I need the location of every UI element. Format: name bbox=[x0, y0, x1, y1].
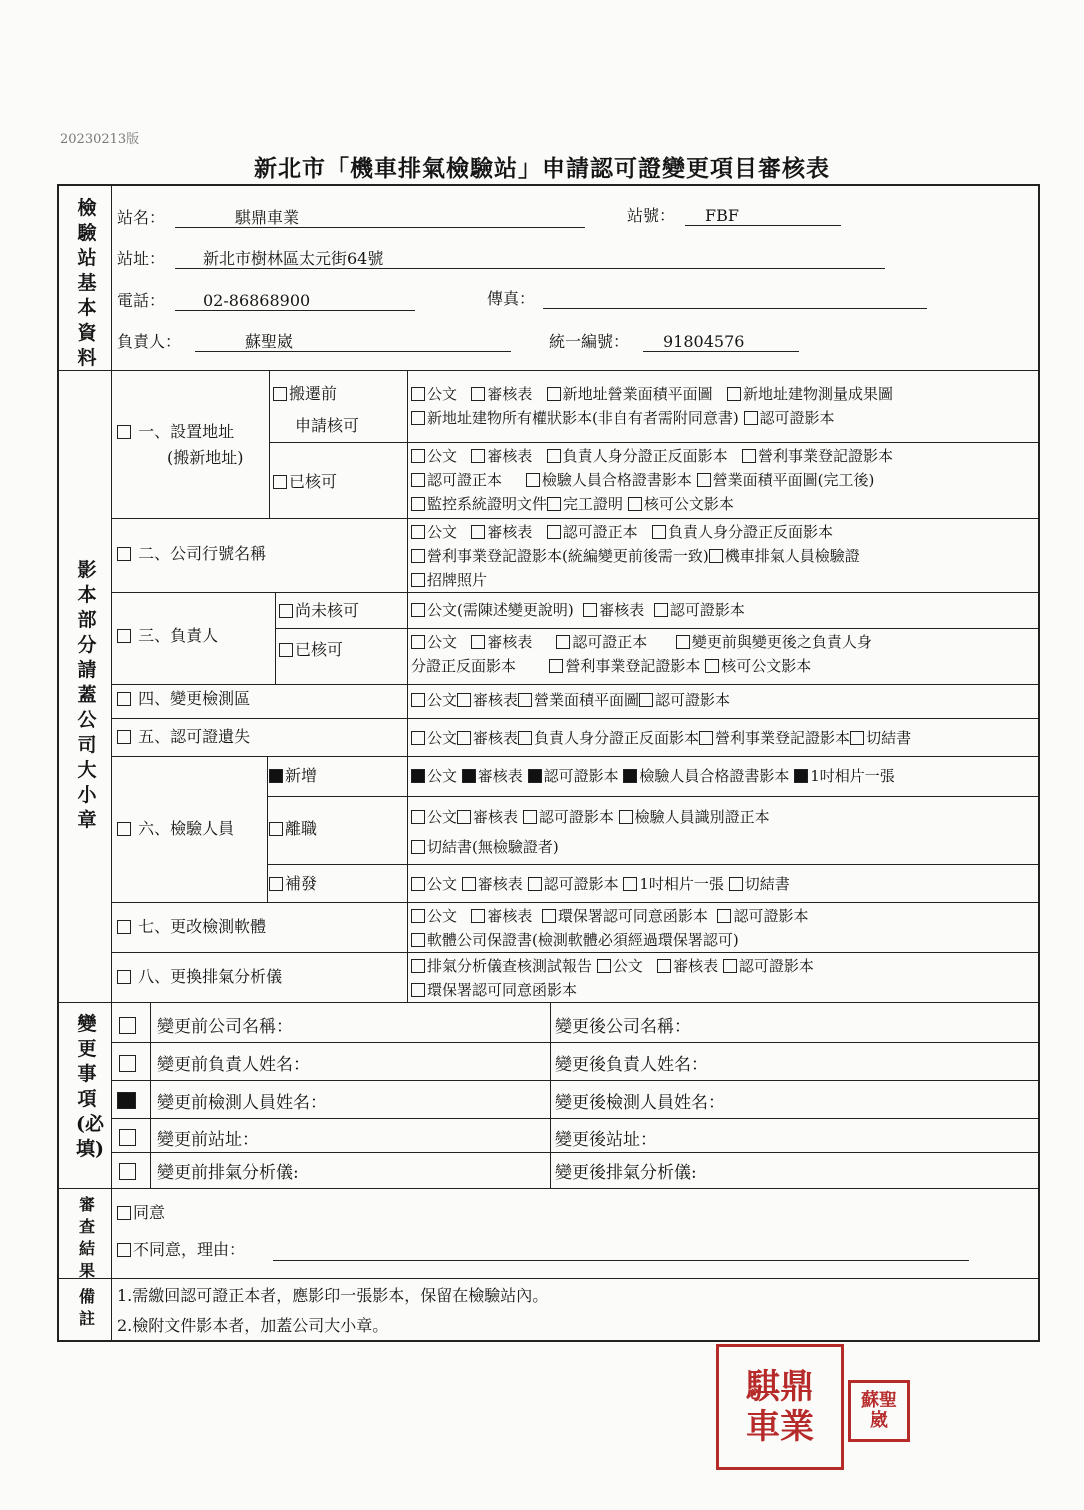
change-row-5-checkbox bbox=[119, 1163, 138, 1182]
address-field[interactable]: 新北市樹林區太元街64號 bbox=[175, 249, 885, 269]
item-4-docs: 公文 審核表 營業面積平面圖 認可證影本 bbox=[411, 688, 730, 712]
item-6a-option: 新增 bbox=[269, 766, 317, 786]
item-6a-docs: 公文 審核表 認可證影本 檢驗人員合格證書影本 1吋相片一張 bbox=[411, 764, 895, 788]
item-3-checkbox[interactable] bbox=[117, 629, 131, 643]
tax-id-field[interactable]: 91804576 bbox=[643, 332, 799, 352]
change-row-3-before[interactable]: 變更前檢測人員姓名： bbox=[157, 1093, 327, 1113]
divider-review bbox=[59, 1278, 1040, 1279]
change-row-1-before[interactable]: 變更前公司名稱： bbox=[157, 1017, 293, 1037]
item-6-row: 六、檢驗人員 bbox=[117, 819, 234, 839]
item-3b-docs: 公文 審核表 認可證正本 變更前與變更後之負責人身 分證正反面影本 營利事業登記證影本 核可公文影本 bbox=[411, 633, 872, 675]
tax-id-label: 統一編號： bbox=[549, 332, 630, 351]
item-6b-docs: 公文 審核表 認可證影本 檢驗人員識別證正本 切結書(無檢驗證者) bbox=[411, 802, 770, 862]
station-name-field[interactable]: 騏鼎車業 bbox=[175, 208, 585, 228]
item-3a-checkbox[interactable] bbox=[279, 604, 293, 618]
item-1a-checkbox[interactable] bbox=[273, 387, 287, 401]
item-7-docs: 公文 審核表 環保署認可同意函影本 認可證影本 軟體公司保證書(檢測軟體必須經過環保署認可) bbox=[411, 904, 808, 952]
note-line-1: 1.需繳回認可證正本者，應影印一張影本，保留在檢驗站內。 bbox=[117, 1286, 549, 1305]
item-1b-docs: 公文 審核表 負責人身分證正反面影本 營利事業登記證影本 認可證正本 檢驗人員合格證書影本 營業面積平面圖(完工後) 監控系統證明文件 完工證明 核可公文影本 bbox=[411, 444, 893, 516]
owner-field[interactable]: 蘇聖崴 bbox=[195, 332, 511, 352]
change-row-5-before[interactable]: 變更前排氣分析儀: bbox=[157, 1163, 299, 1183]
item-1a-sub: 申請核可 bbox=[295, 416, 360, 435]
copy-section-label: 影本部分請蓋公司大小章 bbox=[77, 559, 97, 831]
basic-section-label: 檢驗站基本資料 bbox=[77, 197, 97, 369]
item-6a-checkbox[interactable] bbox=[269, 769, 283, 783]
review-agree-checkbox[interactable] bbox=[117, 1206, 131, 1220]
item-1a-docs: 公文 審核表 新地址營業面積平面圖 新地址建物測量成果圖 新地址建物所有權狀影本(非自有者需附同意書) 認可證影本 bbox=[411, 382, 893, 430]
item-1a-option: 搬遷前 bbox=[273, 384, 337, 404]
change-row-3-checkbox bbox=[117, 1092, 138, 1111]
form-frame bbox=[57, 184, 1040, 1342]
phone-field[interactable]: 02-86868900 bbox=[175, 291, 415, 311]
item-3-row: 三、負責人 bbox=[117, 626, 218, 646]
station-name-label: 站名： bbox=[117, 208, 166, 227]
change-row-1-checkbox bbox=[119, 1017, 138, 1036]
change-row-2-after[interactable]: 變更後負責人姓名： bbox=[555, 1055, 708, 1075]
station-no-field[interactable]: FBF bbox=[685, 206, 841, 226]
item-8-row: 八、更換排氣分析儀 bbox=[117, 967, 282, 987]
change-row-4-checkbox bbox=[119, 1129, 138, 1148]
phone-label: 電話： bbox=[117, 291, 166, 310]
notes-section-label: 備註 bbox=[78, 1287, 95, 1328]
change-row-3-after[interactable]: 變更後檢測人員姓名： bbox=[555, 1093, 725, 1113]
divider-changes bbox=[59, 1188, 1040, 1189]
item-6b-option: 離職 bbox=[269, 819, 317, 839]
changes-section-label: 變更事項(必填) bbox=[76, 1013, 104, 1160]
company-seal-large: 騏鼎車業 bbox=[716, 1344, 844, 1470]
item-3a-docs: 公文(需陳述變更說明) 審核表 認可證影本 bbox=[411, 598, 745, 622]
review-agree: 同意 bbox=[117, 1203, 165, 1223]
item-7-checkbox[interactable] bbox=[117, 920, 131, 934]
item-2-checkbox[interactable] bbox=[117, 547, 131, 561]
company-seal-small: 蘇聖崴 bbox=[848, 1380, 910, 1442]
item-1-checkbox-label: 一、設置地址 bbox=[117, 422, 234, 442]
item-8-checkbox[interactable] bbox=[117, 970, 131, 984]
address-label: 站址： bbox=[117, 249, 166, 268]
review-reason-field[interactable] bbox=[273, 1260, 969, 1261]
review-disagree: 不同意，理由： bbox=[117, 1240, 245, 1260]
owner-label: 負責人： bbox=[117, 332, 182, 351]
item-1-checkbox[interactable] bbox=[117, 425, 131, 439]
item-3b-option: 已核可 bbox=[279, 640, 343, 660]
review-disagree-checkbox[interactable] bbox=[117, 1243, 131, 1257]
item-1-sub: (搬新地址) bbox=[167, 448, 244, 467]
item-4-checkbox[interactable] bbox=[117, 692, 131, 706]
review-section-label: 審查結果 bbox=[78, 1195, 95, 1280]
station-no-label: 站號： bbox=[627, 206, 676, 225]
docs-column-divider bbox=[407, 370, 408, 1002]
item-2-row: 二、公司行號名稱 bbox=[117, 544, 266, 564]
change-row-2-checkbox bbox=[119, 1055, 138, 1074]
item-3b-checkbox[interactable] bbox=[279, 643, 293, 657]
item-5-row: 五、認可證遺失 bbox=[117, 727, 250, 747]
item-4-row: 四、變更檢測區 bbox=[117, 689, 250, 709]
item-5-docs: 公文 審核表 負責人身分證正反面影本 營利事業登記證影本 切結書 bbox=[411, 726, 911, 750]
note-line-2: 2.檢附文件影本者，加蓋公司大小章。 bbox=[117, 1316, 389, 1335]
divider-basic bbox=[59, 370, 1040, 371]
change-row-1-after[interactable]: 變更後公司名稱： bbox=[555, 1017, 691, 1037]
item-6-checkbox[interactable] bbox=[117, 822, 131, 836]
item-6b-checkbox[interactable] bbox=[269, 822, 283, 836]
item-1b-option: 已核可 bbox=[273, 472, 337, 492]
left-column-divider bbox=[111, 186, 112, 1342]
item-6c-option: 補發 bbox=[269, 874, 317, 894]
version-label: 20230213版 bbox=[60, 132, 140, 147]
change-row-4-after[interactable]: 變更後站址： bbox=[555, 1130, 657, 1150]
item-2-docs: 公文 審核表 認可證正本 負責人身分證正反面影本 營利事業登記證影本(統編變更前後需一致) 機車排氣人員檢驗證 招牌照片 bbox=[411, 520, 860, 592]
item-6c-docs: 公文 審核表 認可證影本 1吋相片一張 切結書 bbox=[411, 872, 790, 896]
fax-field[interactable] bbox=[543, 289, 927, 309]
change-row-2-before[interactable]: 變更前負責人姓名： bbox=[157, 1055, 310, 1075]
item-6c-checkbox[interactable] bbox=[269, 877, 283, 891]
item-7-row: 七、更改檢測軟體 bbox=[117, 917, 266, 937]
item-1b-checkbox[interactable] bbox=[273, 475, 287, 489]
change-row-4-before[interactable]: 變更前站址： bbox=[157, 1130, 259, 1150]
item-3a-option: 尚未核可 bbox=[279, 601, 359, 621]
change-row-5-after[interactable]: 變更後排氣分析儀: bbox=[555, 1163, 697, 1183]
item-5-checkbox[interactable] bbox=[117, 730, 131, 744]
item-8-docs: 排氣分析儀查核測試報告 公文 審核表 認可證影本 環保署認可同意函影本 bbox=[411, 954, 814, 1002]
fax-label: 傳真： bbox=[487, 289, 536, 308]
form-title: 新北市「機車排氣檢驗站」申請認可證變更項目審核表 bbox=[254, 155, 830, 182]
